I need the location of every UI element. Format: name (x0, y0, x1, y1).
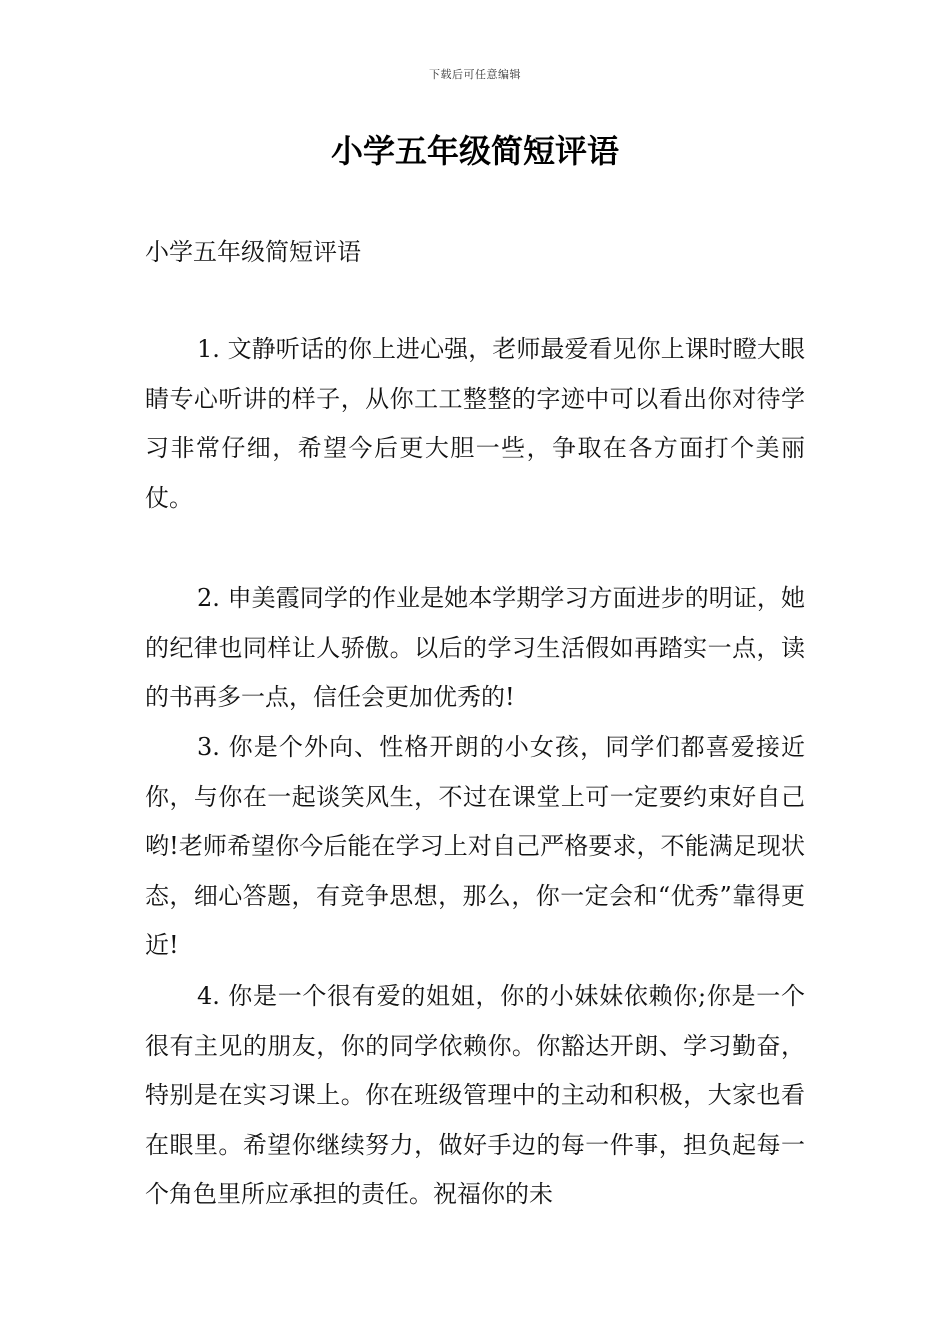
page-title: 小学五年级简短评语 (330, 132, 619, 170)
header-note: 下载后可任意编辑 (429, 68, 521, 81)
comment-paragraph-1: 1. 文静听话的你上进心强，老师最爱看见你上课时瞪大眼睛专心听讲的样子，从你工工整整的字迹中可以看出你对待学习非常仔细，希望今后更大胆一些，争取在各方面打个美丽仗。 (145, 335, 805, 512)
comment-paragraph-4: 4. 你是一个很有爱的姐姐，你的小妹妹依赖你;你是一个很有主见的朋友，你的同学依赖你。你豁达开朗、学习勤奋，特别是在实习课上。你在班级管理中的主动和积极，大家也看在眼里。希望你继续努力，做好手边的每一件事，担负起每一个角色里所应承担的责任。祝福你的未 (145, 982, 805, 1208)
document-subtitle: 小学五年级简短评语 (145, 238, 361, 266)
comment-paragraph-3: 3. 你是个外向、性格开朗的小女孩，同学们都喜爱接近你，与你在一起谈笑风生，不过在课堂上可一定要约束好自己哟!老师希望你今后能在学习上对自己严格要求，不能满足现状态，细心答题，有竞争思想，那么，你一定会和“优秀”靠得更近! (145, 733, 805, 959)
comment-paragraph-2: 2. 申美霞同学的作业是她本学期学习方面进步的明证，她的纪律也同样让人骄傲。以后的学习生活假如再踏实一点，读的书再多一点，信任会更加优秀的! (145, 584, 805, 711)
